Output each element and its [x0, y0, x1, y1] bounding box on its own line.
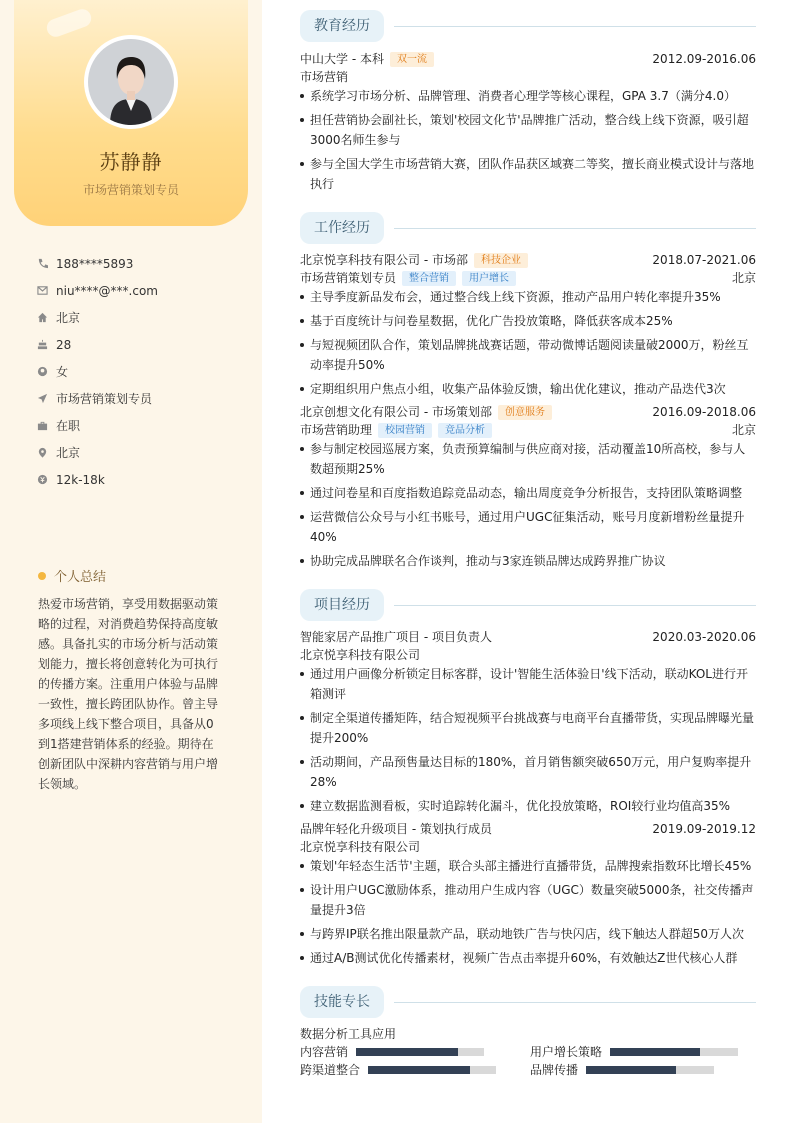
contact-text: niu****@***.com [56, 283, 158, 298]
company-tag: 科技企业 [474, 253, 528, 268]
salary-icon [36, 474, 48, 486]
skill-name: 内容营销 [300, 1045, 349, 1059]
list-item: 定期组织用户焦点小组，收集产品体验反馈，输出优化建议，推动产品迭代3次 [300, 379, 756, 399]
list-item: 通过问卷星和百度指数追踪竞品动态，输出周度竞争分析报告，支持团队策略调整 [300, 483, 756, 503]
company-name: 北京悦享科技有限公司 - 市场部 [300, 253, 468, 267]
list-item: 参与全国大学生市场营销大赛，团队作品获区域赛二等奖，擅长商业模式设计与落地执行 [300, 154, 756, 194]
section-title: 技能专长 [300, 986, 384, 1018]
contact-text: 北京 [56, 311, 81, 325]
contact-text: 188****5893 [56, 256, 134, 271]
contact-gender [36, 358, 246, 385]
list-item: 系统学习市场分析、品牌管理、消费者心理学等核心课程，GPA 3.7（满分4.0） [300, 86, 756, 106]
school-name: 中山大学 - 本科 [300, 52, 384, 66]
job-city: 北京 [731, 423, 756, 437]
project-org: 北京悦享科技有限公司 [300, 840, 421, 854]
skill-tag: 整合营销 [402, 271, 456, 286]
project-org-row [300, 838, 756, 856]
list-item: 主导季度新品发布会，通过整合线上线下资源，推动产品用户转化率提升35% [300, 287, 756, 307]
job-date: 2016.09-2018.06 [652, 405, 756, 419]
job-city: 北京 [731, 271, 756, 285]
project-header [300, 628, 756, 646]
list-item: 运营微信公众号与小红书账号，通过用户UGC征集活动，账号月度新增粉丝量提升40% [300, 507, 756, 547]
section-divider [394, 228, 756, 229]
contact-list [36, 250, 246, 493]
section-divider [394, 605, 756, 606]
company-name: 北京创想文化有限公司 - 市场策划部 [300, 405, 492, 419]
education-header [300, 50, 756, 68]
summary-heading [38, 566, 106, 585]
skill-bar-fill [586, 1066, 676, 1074]
candidate-title: 市场营销策划专员 [82, 183, 179, 197]
education-major: 市场营销 [300, 70, 349, 84]
skill-bar [368, 1066, 496, 1074]
skill-name: 跨渠道整合 [300, 1063, 361, 1077]
contact-position [36, 385, 246, 412]
skill-name: 用户增长策略 [530, 1045, 603, 1059]
skill-bar [356, 1048, 484, 1056]
contact-text: 12k-18k [56, 472, 105, 487]
section-divider [394, 26, 756, 27]
section-title: 教育经历 [300, 10, 384, 42]
list-item: 担任营销协会副社长，策划'校园文化节'品牌推广活动，整合线上线下资源，吸引超3000名师生参与 [300, 110, 756, 150]
job-date: 2018.07-2021.06 [652, 253, 756, 267]
location-icon [36, 447, 48, 459]
phone-icon [36, 258, 48, 270]
project-date: 2020.03-2020.06 [652, 630, 756, 644]
skill-item [530, 1061, 714, 1079]
cake-icon [36, 339, 48, 351]
skills-subtitle: 数据分析工具应用 [300, 1027, 397, 1041]
list-item: 与短视频团队合作，策划品牌挑战赛话题，带动微博话题阅读量破2000万，粉丝互动率提升50% [300, 335, 756, 375]
skill-name: 品牌传播 [530, 1063, 579, 1077]
project-org-row [300, 646, 756, 664]
summary-text: 热爱市场营销，享受用数据驱动策略的过程，对消费趋势保持高度敏感。具备扎实的市场分析与活动策划能力，擅长将创意转化为可执行的传播方案。注重用户体验与品牌一致性，擅长跨团队协作。曾主导多项线上线下整合项目，具备从0到1搭建营销体系的经验。期待在创新团队中深耕内容营销与用户增长领域。 [38, 597, 219, 791]
contact-location [36, 439, 246, 466]
section-education [300, 10, 756, 42]
skill-bar [610, 1048, 738, 1056]
skill-bar [586, 1066, 714, 1074]
contact-text: 市场营销策划专员 [56, 392, 153, 406]
job-role-row [300, 269, 756, 287]
section-skills [300, 986, 756, 1018]
contact-status [36, 412, 246, 439]
education-major-row [300, 68, 756, 86]
list-item: 通过A/B测试优化传播素材，视频广告点击率提升60%，有效触达Z世代核心人群 [300, 948, 756, 968]
skill-tag: 校园营销 [378, 423, 432, 438]
list-item: 策划'年轻态生活节'主题，联合头部主播进行直播带货，品牌搜索指数环比增长45% [300, 856, 756, 876]
decorative-shape [44, 7, 93, 40]
contact-text: 北京 [56, 446, 81, 460]
contact-phone [36, 250, 246, 277]
section-title: 工作经历 [300, 212, 384, 244]
avatar [84, 35, 178, 129]
job-header [300, 251, 756, 269]
list-item: 参与制定校园巡展方案，负责预算编制与供应商对接，活动覆盖10所高校，参与人数超预期25% [300, 439, 756, 479]
briefcase-icon [36, 420, 48, 432]
education-date: 2012.09-2016.06 [652, 52, 756, 66]
school-tag: 双一流 [390, 52, 434, 67]
skill-item [300, 1061, 496, 1079]
skill-bar-fill [368, 1066, 470, 1074]
job-role-row [300, 421, 756, 439]
candidate-name: 苏静静 [99, 150, 163, 174]
skill-tag: 用户增长 [462, 271, 516, 286]
skill-item [530, 1043, 738, 1061]
project-name: 智能家居产品推广项目 - 项目负责人 [300, 630, 492, 644]
skills-subtitle-row [300, 1025, 756, 1043]
company-tag: 创意服务 [498, 405, 552, 420]
project-date: 2019.09-2019.12 [652, 822, 756, 836]
summary-title: 个人总结 [54, 570, 107, 585]
project-header [300, 820, 756, 838]
skill-bar-fill [610, 1048, 700, 1056]
list-item: 建立数据监测看板，实时追踪转化漏斗，优化投放策略，ROI较行业均值高35% [300, 796, 756, 816]
list-item: 与跨界IP联名推出限量款产品，联动地铁广告与快闪店，线下触达人群超50万人次 [300, 924, 756, 944]
list-item: 协助完成品牌联名合作谈判，推动与3家连锁品牌达成跨界推广协议 [300, 551, 756, 571]
contact-email [36, 277, 246, 304]
contact-text: 28 [56, 337, 72, 352]
skill-tag: 竞品分析 [438, 423, 492, 438]
list-item: 活动期间，产品预售量达目标的180%，首月销售额突破650万元，用户复购率提升28% [300, 752, 756, 792]
contact-text: 在职 [56, 419, 81, 433]
contact-text: 女 [56, 365, 69, 379]
gender-icon [36, 366, 48, 378]
job-role: 市场营销助理 [300, 423, 373, 437]
project-name: 品牌年轻化升级项目 - 策划执行成员 [300, 822, 492, 836]
sidebar [0, 0, 262, 1123]
list-item: 制定全渠道传播矩阵，结合短视频平台挑战赛与电商平台直播带货，实现品牌曝光量提升200% [300, 708, 756, 748]
skill-bar-fill [356, 1048, 458, 1056]
skill-item [300, 1043, 484, 1061]
section-title: 项目经历 [300, 589, 384, 621]
project-org: 北京悦享科技有限公司 [300, 648, 421, 662]
section-divider [394, 1002, 756, 1003]
list-item: 通过用户画像分析锁定目标客群，设计'智能生活体验日'线下活动，联动KOL进行开箱测评 [300, 664, 756, 704]
bullet-dot [38, 572, 46, 580]
contact-age [36, 331, 246, 358]
section-projects [300, 589, 756, 621]
mail-icon [36, 285, 48, 297]
contact-home [36, 304, 246, 331]
list-item: 基于百度统计与问卷星数据，优化广告投放策略，降低获客成本25% [300, 311, 756, 331]
job-header [300, 403, 756, 421]
contact-salary [36, 466, 246, 493]
avatar-image [88, 39, 174, 125]
job-role: 市场营销策划专员 [300, 271, 397, 285]
list-item: 设计用户UGC激励体系，推动用户生成内容（UGC）数量突破5000条，社交传播声量提升3倍 [300, 880, 756, 920]
home-icon [36, 312, 48, 324]
send-icon [36, 393, 48, 405]
section-work [300, 212, 756, 244]
